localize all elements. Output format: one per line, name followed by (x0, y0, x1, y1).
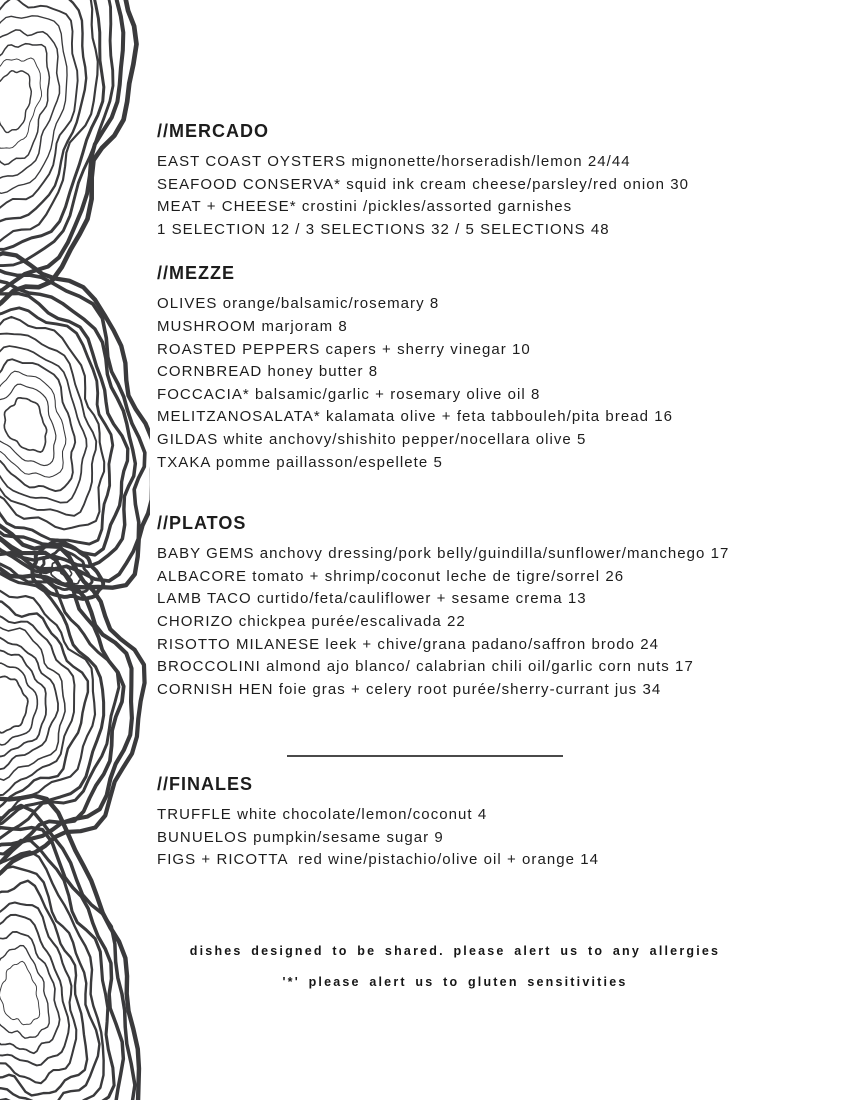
menu-section-mercado (157, 120, 830, 241)
menu-item: MEAT + CHEESE* crostini /pickles/assorted garnishes (157, 198, 573, 216)
menu-item: BABY GEMS anchovy dressing/pork belly/guindilla/sunflower/manchego 17 (157, 545, 730, 563)
menu-item: MELITZANOSALATA* kalamata olive + feta tabbouleh/pita bread 16 (157, 408, 674, 426)
menu-footer (60, 944, 850, 1006)
menu-item: CHORIZO chickpea purée/escalivada 22 (157, 612, 466, 630)
menu-item: ROASTED PEPPERS capers + sherry vinegar 10 (157, 340, 531, 358)
menu-item: FOCCACIA* balsamic/garlic + rosemary olive oil 8 (157, 385, 541, 403)
menu-item: SEAFOOD CONSERVA* squid ink cream cheese/parsley/red onion 30 (157, 175, 690, 193)
menu-item: MUSHROOM marjoram 8 (157, 317, 348, 335)
menu-item: EAST COAST OYSTERS mignonette/horseradish/lemon 24/44 (157, 153, 631, 170)
oyster-shells-illustration (0, 0, 150, 1100)
footer-note-gluten: '*' please alert us to gluten sensitivities (282, 975, 628, 989)
menu-item: TRUFFLE white chocolate/lemon/coconut 4 (157, 806, 488, 824)
menu-content (157, 120, 830, 872)
menu-item: TXAKA pomme paillasson/espellete 5 (157, 453, 443, 471)
section-divider (287, 755, 563, 757)
menu-item: RISOTTO MILANESE leek + chive/grana padano/saffron brodo 24 (157, 635, 660, 653)
menu-item: 1 SELECTION 12 / 3 SELECTIONS 32 / 5 SELECTIONS 48 (157, 220, 610, 238)
menu-item: LAMB TACO curtido/feta/cauliflower + sesame crema 13 (157, 590, 587, 608)
menu-section-mezze (157, 262, 830, 474)
menu-item: CORNBREAD honey butter 8 (157, 363, 379, 381)
section-title-mercado: //MERCADO (157, 121, 269, 141)
menu-item: BUNUELOS pumpkin/sesame sugar 9 (157, 828, 444, 846)
section-title-mezze: //MEZZE (157, 263, 235, 284)
footer-note-shared: dishes designed to be shared. please alert us to any allergies (189, 944, 721, 958)
menu-item: BROCCOLINI almond ajo blanco/ calabrian chili oil/garlic corn nuts 17 (157, 658, 694, 676)
menu-item: FIGS + RICOTTA red wine/pistachio/olive oil + orange 14 (157, 851, 600, 869)
menu-item: CORNISH HEN foie gras + celery root purée/sherry-currant jus 34 (157, 680, 662, 698)
menu-item: GILDAS white anchovy/shishito pepper/nocellara olive 5 (157, 430, 587, 448)
section-title-finales: //FINALES (157, 774, 254, 795)
oyster-shell (0, 782, 150, 1100)
menu-section-finales (157, 755, 830, 872)
menu-item: ALBACORE tomato + shrimp/coconut leche de tigre/sorrel 26 (157, 567, 625, 585)
menu-section-platos (157, 512, 830, 701)
menu-item: OLIVES orange/balsamic/rosemary 8 (157, 295, 440, 313)
section-title-platos: //PLATOS (157, 513, 247, 534)
